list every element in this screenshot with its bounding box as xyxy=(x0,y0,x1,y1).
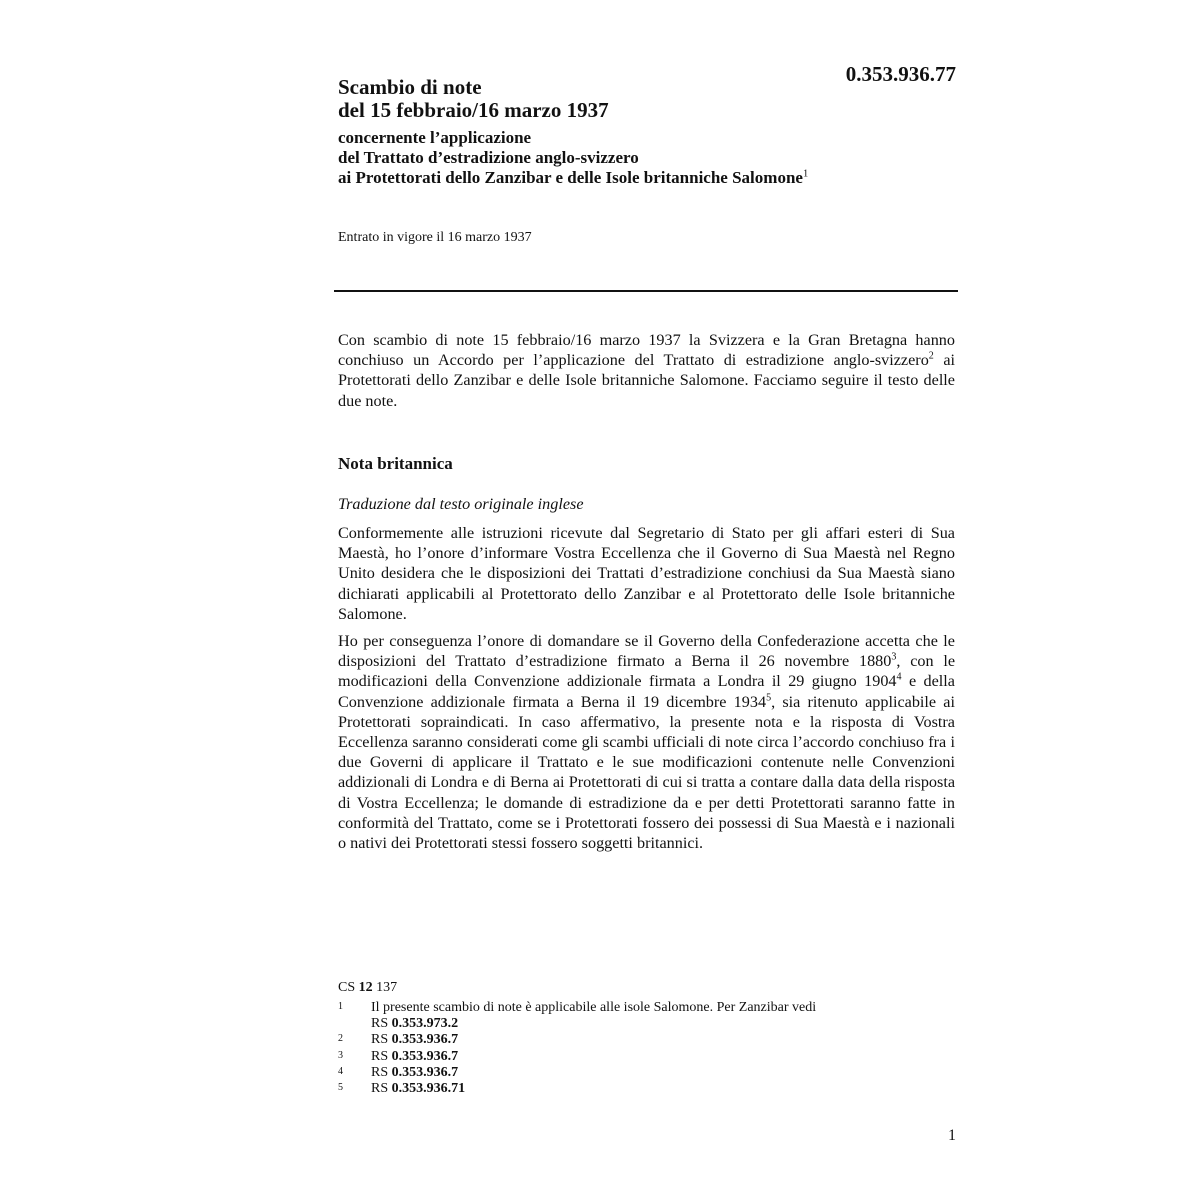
intro-text-b: ai Protettorati dello Zanzibar e delle Isole britanniche Salomone. Facciamo seguire il testo delle due note. xyxy=(338,351,956,410)
intro-paragraph xyxy=(338,330,955,411)
footnote-4 xyxy=(338,1065,958,1081)
cs-reference xyxy=(338,979,397,997)
section-heading: Nota britannica xyxy=(338,454,453,473)
rs-label: RS xyxy=(371,1016,389,1032)
footnote-text xyxy=(371,1081,958,1097)
paragraph-2 xyxy=(338,631,955,853)
paragraph-1 xyxy=(338,523,955,624)
header-divider xyxy=(334,290,958,292)
subtitle-line-3 xyxy=(338,168,958,188)
footnote-3 xyxy=(338,1049,958,1065)
footnote-text xyxy=(371,1000,958,1032)
footnote-ref-5[interactable]: 5 xyxy=(766,692,772,704)
footnote-1-note: Il presente scambio di note è applicabile alle isole Salomone. Per Zanzibar vedi xyxy=(371,1000,817,1015)
cs-volume: 12 xyxy=(358,980,373,995)
rs-link[interactable]: 0.353.973.2 xyxy=(391,1016,459,1032)
footnote-text xyxy=(371,1032,958,1048)
footnote-text xyxy=(371,1049,958,1065)
subtitle-line-1: concernente l’applicazione xyxy=(338,128,532,147)
intro-text-a: Con scambio di note 15 febbraio/16 marzo 1937 la Svizzera e la Gran Bretagna hanno conchiuso un Accordo per l’applicazione del Trattato di estradizione anglo-svizzero xyxy=(338,331,955,370)
footnote-number: 4 xyxy=(338,1065,343,1077)
rs-link[interactable]: 0.353.936.7 xyxy=(391,1064,459,1080)
footnote-ref-4[interactable]: 4 xyxy=(896,672,902,684)
footnote-ref-1[interactable]: 1 xyxy=(802,168,809,180)
footnote-text xyxy=(371,1065,958,1081)
rs-label: RS xyxy=(371,1081,389,1097)
footnote-number: 2 xyxy=(338,1033,343,1045)
rs-link[interactable]: 0.353.936.7 xyxy=(391,1048,459,1064)
document-subtitle xyxy=(338,128,958,188)
paragraph-2-text-c: e della Convenzione addizionale firmata a Berna il 19 dicembre 1934 xyxy=(338,672,955,711)
footnote-number: 5 xyxy=(338,1082,343,1094)
rs-link[interactable]: 0.353.936.7 xyxy=(391,1032,459,1048)
footnotes xyxy=(338,1000,958,1097)
footnote-number: 3 xyxy=(338,1049,343,1061)
rs-label: RS xyxy=(371,1032,389,1048)
document-title xyxy=(338,76,958,122)
subtitle-line-3-text: ai Protettorati dello Zanzibar e delle Isole britanniche Salomone xyxy=(338,168,803,187)
paragraph-2-text-d: , sia ritenuto applicabile ai Protettorati sopraindicati. In caso affermativo, la presente nota e la risposta di Vostra Eccellenza saranno considerati come gli scambi ufficiali di note circa l’accordo conchiuso fra i due Governi di applicare il Trattato e le sue modificazioni contenute nelle Convenzioni addizionali di Londra e di Berna ai Protettorati di cui si tratta a contare dalla data della risposta di Vostra Eccellenza; le domande di estradizione da e per detti Protettorati saranno fatte in conformità del Trattato, come se i Protettorati fossero dei possessi di Sua Maestà e i nazionali o nativi dei Protettorati stessi fossero soggetti britannici. xyxy=(338,692,955,853)
cs-prefix: CS xyxy=(338,980,356,995)
paragraph-1-text: Conformemente alle istruzioni ricevute dal Segretario di Stato per gli affari esteri di Sua Maestà, ho l’onore d’informare Vostra Eccellenza che il Governo di Sua Maestà nel Regno Unito desidera che le disposizioni dei Trattati d’estradizione conchiusi da Sua Maestà siano dichiarati applicabili al Protettorato dello Zanzibar e al Protettorato delle Isole britanniche Salomone. xyxy=(338,524,955,623)
cs-page: 137 xyxy=(376,980,398,995)
entry-into-force: Entrato in vigore il 16 marzo 1937 xyxy=(338,230,532,245)
footnote-ref-3[interactable]: 3 xyxy=(891,651,897,663)
title-line-1: Scambio di note xyxy=(338,75,482,99)
rs-label: RS xyxy=(371,1064,389,1080)
title-block xyxy=(338,76,958,188)
footnote-1 xyxy=(338,1000,958,1032)
title-line-2: del 15 febbraio/16 marzo 1937 xyxy=(338,98,609,122)
translation-note: Traduzione dal testo originale inglese xyxy=(338,495,584,513)
footnote-5 xyxy=(338,1081,958,1097)
footnote-number: 1 xyxy=(338,1001,343,1012)
rs-label: RS xyxy=(371,1048,389,1064)
sr-number: 0.353.936.77 xyxy=(845,62,956,86)
footnote-2 xyxy=(338,1032,958,1048)
paragraph-2-text-a: Ho per conseguenza l’onore di domandare se il Governo della Confederazione accetta che le disposizioni del Trattato d’estradizione firmato a Berna il 26 novembre 1880 xyxy=(338,632,955,671)
footnote-ref-2[interactable]: 2 xyxy=(928,350,934,362)
rs-link[interactable]: 0.353.936.71 xyxy=(391,1081,466,1097)
subtitle-line-2: del Trattato d’estradizione anglo-svizzero xyxy=(338,148,639,167)
page-number: 1 xyxy=(948,1127,956,1144)
paragraph-2-text-b: , con le modificazioni della Convenzione addizionale firmata a Londra il 29 giugno 1904 xyxy=(338,652,955,691)
